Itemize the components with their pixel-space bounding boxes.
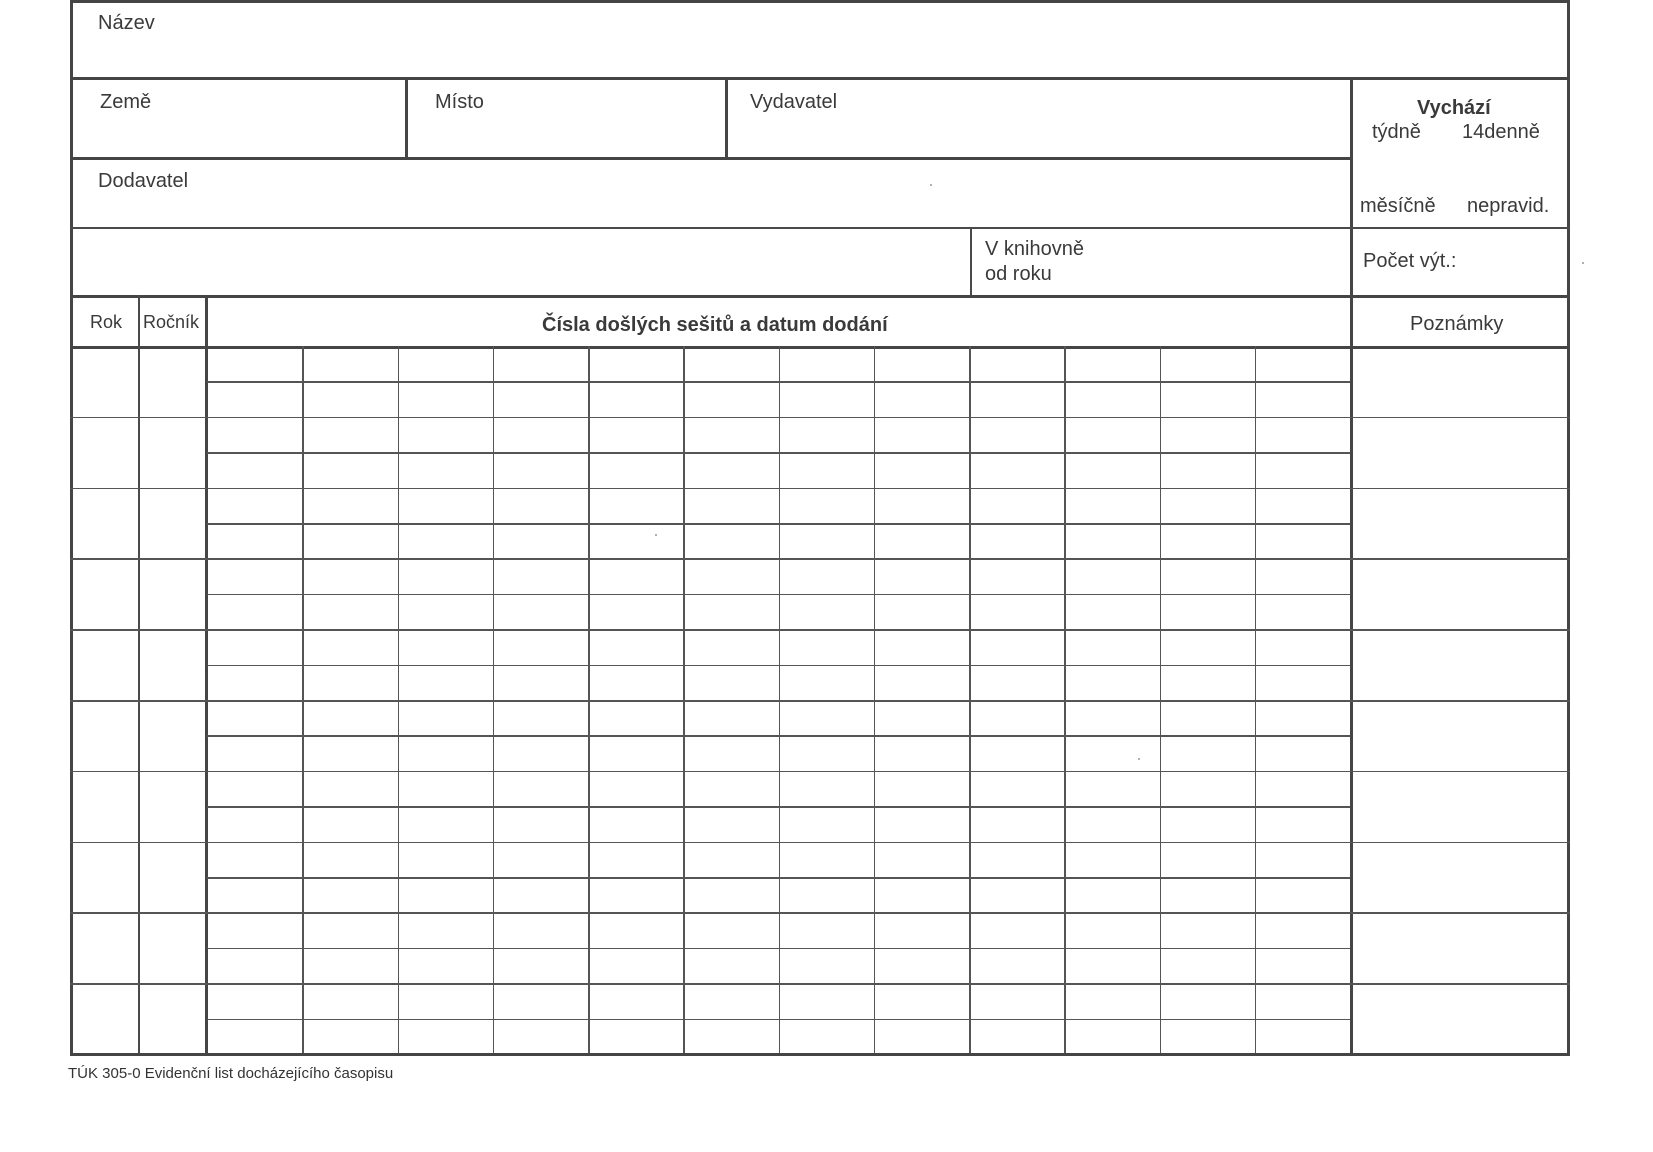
published-monthly: měsíčně [1360,195,1436,217]
form-footer-code: TÚK 305-0 Evidenční list docházejícího časopisu [68,1065,394,1082]
year-block-row-line [70,629,1570,631]
issue-grid-sub-row-line [207,523,1350,525]
volume-issues-divider [205,295,208,1054]
year-volume-divider [138,295,140,1054]
year-block-row-line [70,912,1570,914]
issue-grid-sub-row-line [207,735,1350,737]
volume-column-header: Ročník [143,312,200,332]
year-block-row-line [70,771,1570,773]
scan-speck [1138,758,1140,760]
place-label: Místo [435,91,484,113]
in-library-line2: od roku [985,263,1052,285]
published-heading: Vychází [1417,97,1491,119]
issue-grid-sub-row-line [207,594,1350,596]
notes-column-header: Poznámky [1410,313,1504,335]
year-block-row-line [70,700,1570,702]
year-block-row-line [70,488,1570,490]
supplier-label: Dodavatel [98,170,189,192]
year-block-row-line [70,842,1570,844]
issue-grid-sub-row-line [207,877,1350,879]
scan-speck [1582,262,1584,264]
published-irregular: nepravid. [1467,195,1550,217]
country-label: Země [100,91,152,113]
issue-grid-sub-row-line [207,452,1350,454]
copies-label: Počet výt.: [1363,250,1457,272]
title-label: Název [98,12,155,34]
issue-grid [70,0,1570,1056]
published-biweekly: 14denně [1462,121,1540,143]
form-bottom-border [70,1053,1570,1056]
issue-grid-sub-row-line [207,381,1350,383]
year-block-row-line [70,417,1570,419]
issue-grid-sub-row-line [207,665,1350,667]
periodical-record-form [70,0,1568,1054]
issue-grid-sub-row-line [207,806,1350,808]
in-library-line1: V knihovně [985,238,1084,260]
scan-speck [655,534,657,536]
year-block-row-line [70,558,1570,560]
issues-column-header: Čísla došlých sešitů a datum dodání [542,314,888,336]
publisher-label: Vydavatel [750,91,838,113]
scan-speck [930,184,932,186]
published-weekly: týdně [1372,121,1421,143]
year-column-header: Rok [90,312,123,332]
issue-grid-sub-row-line [207,948,1350,950]
issue-grid-sub-row-line [207,1019,1350,1021]
year-block-row-line [70,983,1570,985]
